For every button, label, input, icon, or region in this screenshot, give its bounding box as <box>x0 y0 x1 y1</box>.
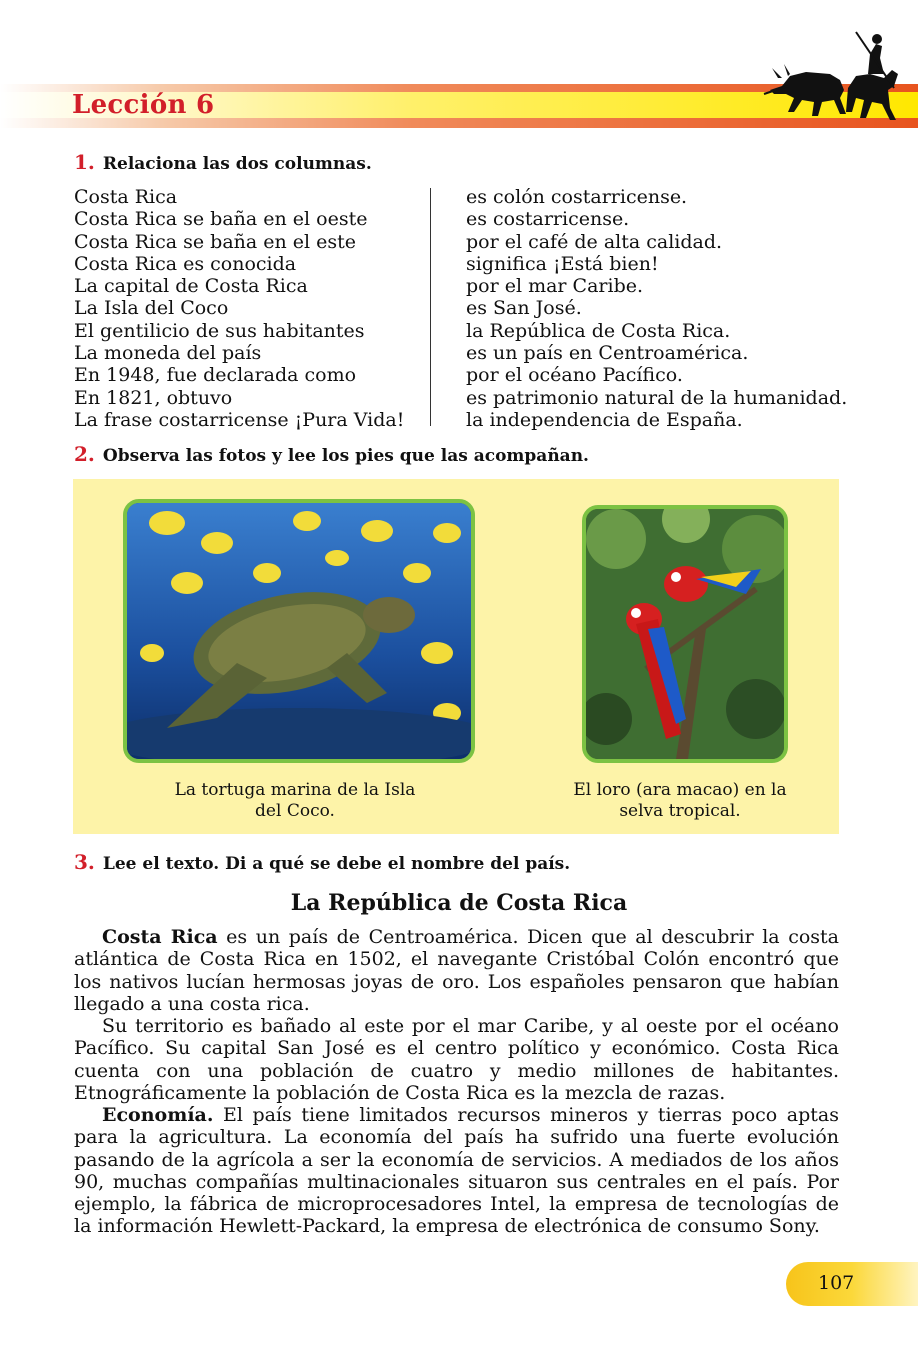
macaw-caption-line-2: selva tropical. <box>619 801 741 821</box>
match-left-item: El gentilicio de sus habitantes <box>74 319 365 342</box>
match-right-item: es patrimonio natural de la humanidad. <box>466 386 848 409</box>
lesson-title: Lección 6 <box>72 90 215 120</box>
article-paragraph-3 <box>74 1104 839 1238</box>
exercise-2-number: 2. <box>74 442 95 466</box>
exercise-1-instruction: Relaciona las dos columnas. <box>102 154 372 174</box>
match-right-item: significa ¡Está bien! <box>466 252 659 275</box>
match-right-item: la independencia de España. <box>466 408 743 431</box>
match-left-column <box>74 186 404 431</box>
match-right-item: por el café de alta calidad. <box>466 230 723 253</box>
macaw-image <box>586 509 784 759</box>
match-right-item: la República de Costa Rica. <box>466 319 731 342</box>
match-left-item: En 1821, obtuvo <box>74 386 233 409</box>
article-paragraph-1 <box>74 926 839 1015</box>
match-left-item: La frase costarricense ¡Pura Vida! <box>74 408 405 431</box>
match-right-item: es San José. <box>466 297 582 320</box>
exercise-3-number: 3. <box>74 850 95 874</box>
article-paragraph-3-text: El país tiene limitados recursos mineros y tierras poco aptas para la agricultura. La economía del país ha sufrido una fuerte evolución pasando de la agrícola a ser la economía de servicios. A mediados de los años 90, muchas compañías multinacionales situaron sus centrales en el país. Por ejemplo, la fábrica de microprocesadores Intel, la empresa de tecnologías de la información Hewlett-Packard, la empresa de electrónica de consumo Sony. <box>74 1104 839 1238</box>
article-paragraph-1-lead: Costa Rica <box>102 926 218 948</box>
match-right-column <box>466 186 847 431</box>
exercise-3-heading <box>74 850 570 874</box>
article-paragraph-1-text: es un país de Centroamérica. Dicen que al descubrir la costa atlántica de Costa Rica en 1502, el navegante Cristóbal Colón encontró que los nativos lucían hermosas joyas de oro. Los españoles pensaron que habían llegado a una costa rica. <box>74 926 839 1015</box>
match-left-item: Costa Rica se baña en el oeste <box>74 208 368 231</box>
sea-turtle-image <box>127 503 471 759</box>
page-number: 107 <box>818 1272 855 1294</box>
exercise-3-instruction: Lee el texto. Di a qué se debe el nombre del país. <box>102 854 571 874</box>
match-right-item: por el océano Pacífico. <box>466 364 683 387</box>
match-left-item: En 1948, fue declarada como <box>74 364 357 387</box>
exercise-1-heading <box>74 150 372 174</box>
exercise-1-number: 1. <box>74 150 95 174</box>
article-paragraph-2 <box>74 1015 839 1104</box>
don-quixote-bull-silhouette-icon <box>760 28 910 124</box>
article-paragraph-3-lead: Economía. <box>102 1104 214 1126</box>
macaw-caption-line-1: El loro (ara macao) en la <box>573 780 787 800</box>
turtle-caption-line-1: La tortuga marina de la Isla <box>174 780 416 800</box>
match-left-item: La capital de Costa Rica <box>74 275 308 298</box>
sea-turtle-photo <box>123 499 475 763</box>
exercise-2-heading <box>74 442 589 466</box>
match-right-item: por el mar Caribe. <box>466 275 644 298</box>
exercise-2-instruction: Observa las fotos y lee los pies que las acompañan. <box>102 446 589 466</box>
column-divider <box>430 188 431 426</box>
macaw-caption <box>540 780 820 822</box>
turtle-caption <box>140 780 450 822</box>
match-right-item: es un país en Centroamérica. <box>466 342 749 365</box>
match-right-item: es costarricense. <box>466 208 630 231</box>
article-title: La República de Costa Rica <box>290 890 628 916</box>
macaw-photo <box>582 505 788 763</box>
match-left-item: La Isla del Coco <box>74 297 229 320</box>
match-left-item: Costa Rica se baña en el este <box>74 230 357 253</box>
match-left-item: Costa Rica es conocida <box>74 252 297 275</box>
article-paragraph-2-text: Su territorio es bañado al este por el mar Caribe, y al oeste por el océano Pacífico. Su capital San José es el centro político y económico. Costa Rica cuenta con una población de cuatro y medio millones de habitantes. Etnográficamente la población de Costa Rica es la mezcla de razas. <box>74 1015 839 1104</box>
match-right-item: es colón costarricense. <box>466 186 688 208</box>
turtle-caption-line-2: del Coco. <box>255 801 335 821</box>
match-left-item: La moneda del país <box>74 342 262 365</box>
match-left-item: Costa Rica <box>74 186 178 208</box>
